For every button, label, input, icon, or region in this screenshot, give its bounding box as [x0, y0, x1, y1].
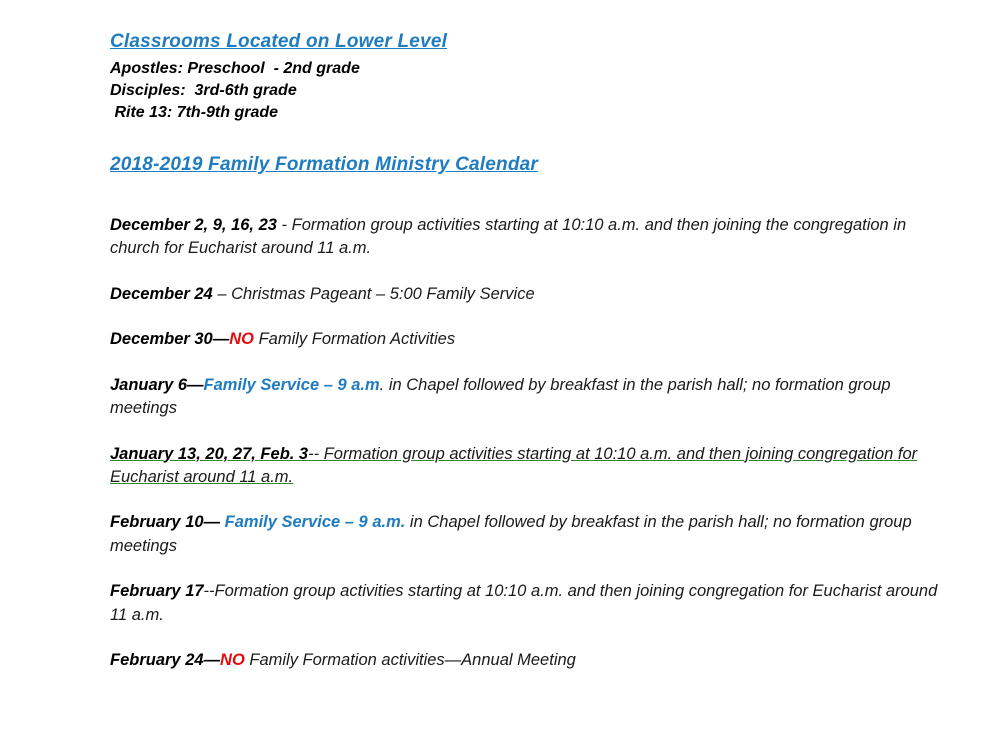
calendar-entry — [110, 511, 940, 558]
classroom-row — [110, 58, 940, 80]
entry-text: Family Formation Activities — [253, 330, 456, 349]
classroom-value: 3rd-6th grade — [185, 81, 297, 99]
entry-text: – Christmas Pageant – 5:00 Family Service — [212, 284, 535, 303]
calendar-entry — [110, 580, 940, 627]
entry-date: January 13, 20, 27, Feb. 3 — [110, 444, 309, 463]
calendar-heading: 2018-2019 Family Formation Ministry Calendar — [110, 153, 539, 175]
spacer — [110, 124, 940, 154]
entry-service-note: Family Service – 9 a.m — [203, 375, 380, 394]
classroom-label: Apostles: — [110, 59, 183, 77]
calendar-entry — [110, 328, 940, 351]
calendar-entry — [110, 374, 940, 421]
calendar-entry — [110, 649, 940, 672]
entry-text: --Formation group activities starting at 10:10 a.m. and then joining congregation for Eucharist around 11 a.m. — [110, 582, 938, 624]
entry-text: in Chapel followed by breakfast in the parish hall; no formation group meetings — [110, 513, 912, 555]
classroom-label: Rite 13: — [110, 103, 173, 121]
entry-date: January 6— — [110, 375, 204, 394]
classroom-label: Disciples: — [110, 81, 186, 99]
calendar-entries — [110, 214, 940, 672]
calendar-entry — [110, 443, 940, 490]
entry-service-note: Family Service – 9 a.m. — [224, 513, 406, 532]
entry-text: - Formation group activities starting at 10:10 a.m. and then joining the congregation in church for Eucharist around 11 a.m. — [110, 215, 907, 258]
classroom-row — [110, 102, 940, 124]
entry-text: -- Formation group activities starting at 10:10 a.m. and then joining congregation for Eucharist around 11 a.m. — [110, 444, 918, 486]
document-body — [110, 30, 940, 672]
entry-text: . in Chapel followed by breakfast in the parish hall; no formation group meetings — [110, 375, 891, 418]
entry-date: February 17 — [110, 582, 204, 601]
classrooms-heading: Classrooms Located on Lower Level — [110, 31, 448, 52]
classroom-row — [110, 80, 940, 102]
classroom-value: 7th-9th grade — [172, 103, 279, 121]
entry-date: December 24 — [110, 284, 213, 303]
classroom-value: Preschool - 2nd grade — [182, 59, 360, 77]
entry-date: February 24— — [110, 651, 221, 670]
entry-text: Family Formation activities—Annual Meeting — [244, 651, 576, 670]
entry-emphasis: NO — [220, 651, 245, 670]
spacer — [110, 176, 940, 214]
entry-date: February 10— — [110, 513, 225, 532]
calendar-entry — [110, 214, 940, 261]
calendar-entry — [110, 283, 940, 306]
entry-date: December 2, 9, 16, 23 — [110, 215, 282, 234]
entry-date: December 30— — [110, 330, 230, 349]
entry-emphasis: NO — [229, 330, 254, 349]
classrooms-section — [110, 30, 940, 124]
